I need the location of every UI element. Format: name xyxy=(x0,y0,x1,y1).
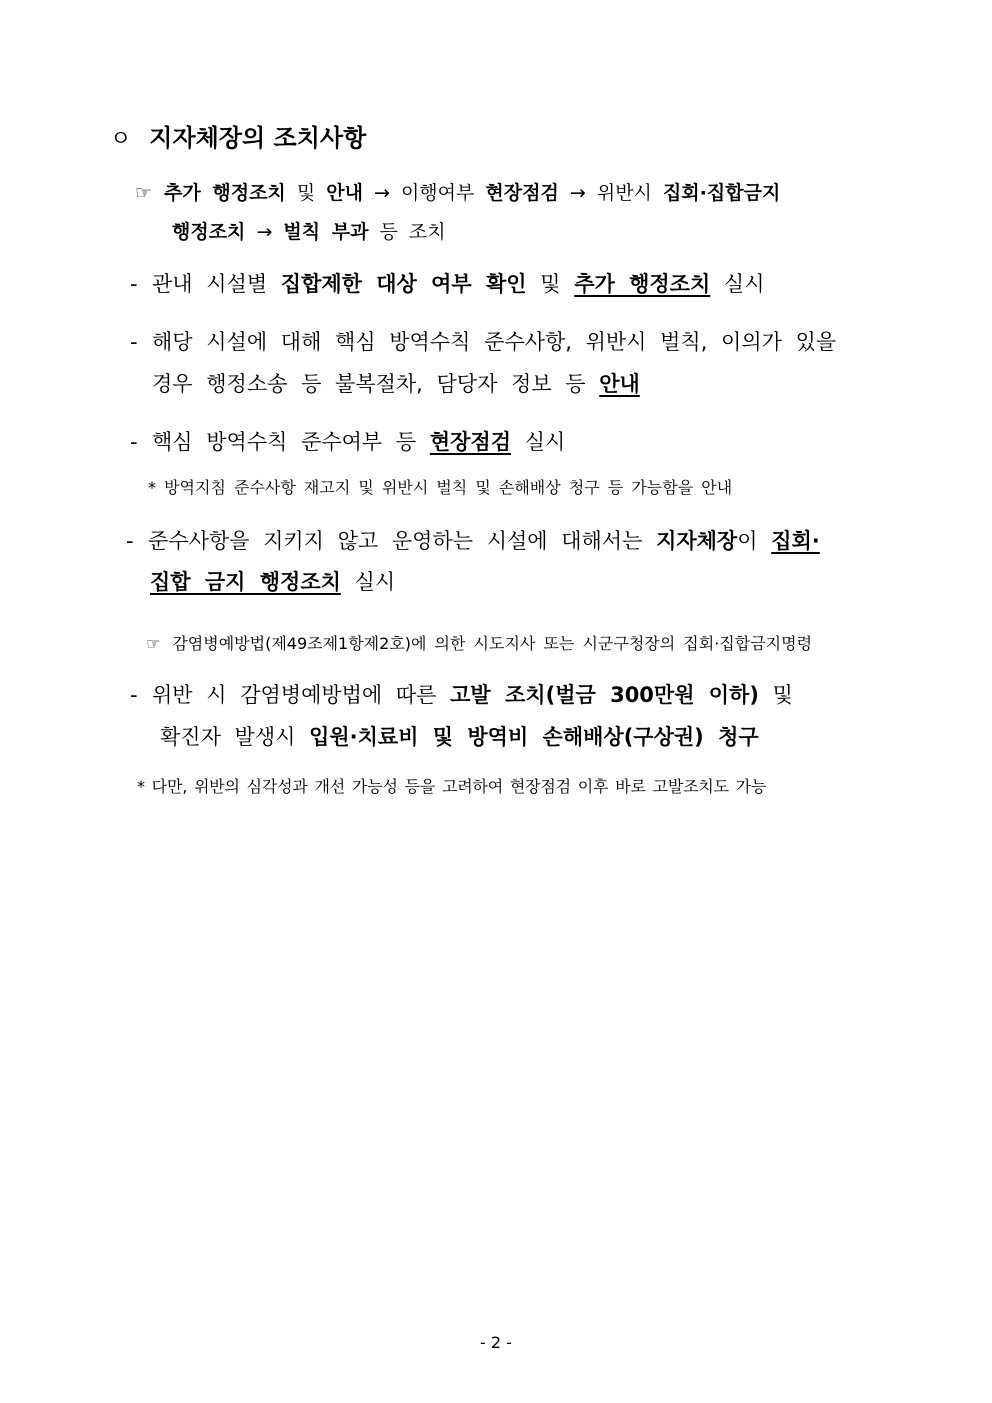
circle-bullet: ㅇ xyxy=(110,127,132,152)
item-penalty-line-2: 확진자 발생시 입원·치료비 및 방역비 손해배상(구상권) 청구 xyxy=(160,725,759,749)
item-ban-order-line-1: - 준수사항을 지키지 않고 운영하는 시설에 대해서는 지자체장이 집회· xyxy=(126,529,820,553)
page-number: - 2 - xyxy=(480,1333,512,1352)
item-onsite-inspection: - 핵심 방역수칙 준수여부 등 현장점검 실시 xyxy=(130,430,566,454)
flow-summary-line-2: 행정조치 → 벌칙 부과 등 조치 xyxy=(172,221,446,243)
item-guidance-line-1: - 해당 시설에 대해 핵심 방역수칙 준수사항, 위반시 벌칙, 이의가 있을 xyxy=(130,330,837,354)
section-title: 지자체장의 조치사항 xyxy=(149,124,367,152)
flow-summary-line-1: ☞ 추가 행정조치 및 안내 → 이행여부 현장점검 → 위반시 집회·집합금지 xyxy=(135,182,781,204)
item-guidance-line-2: 경우 행정소송 등 불복절차, 담당자 정보 등 안내 xyxy=(152,372,640,396)
note-rules-notice: * 방역지침 준수사항 재고지 및 위반시 벌칙 및 손해배상 청구 등 가능함을 안내 xyxy=(148,478,733,497)
note-immediate-prosecution: * 다만, 위반의 심각성과 개선 가능성 등을 고려하여 현장점검 이후 바로 고발조치도 가능 xyxy=(137,777,767,796)
item-ban-order-line-2: 집합 금지 행정조치 실시 xyxy=(150,570,396,594)
item-facility-check: - 관내 시설별 집합제한 대상 여부 확인 및 추가 행정조치 실시 xyxy=(130,272,765,296)
legal-basis-note: ☞ 감염병예방법(제49조제1항제2호)에 의한 시도지사 또는 시군구청장의 집회·집합금지명령 xyxy=(146,634,813,653)
section-heading xyxy=(110,118,366,153)
pointing-hand-icon: ☞ xyxy=(135,182,153,204)
pointing-hand-icon: ☞ xyxy=(146,634,161,653)
item-penalty-line-1: - 위반 시 감염병예방법에 따른 고발 조치(벌금 300만원 이하) 및 xyxy=(130,683,793,707)
